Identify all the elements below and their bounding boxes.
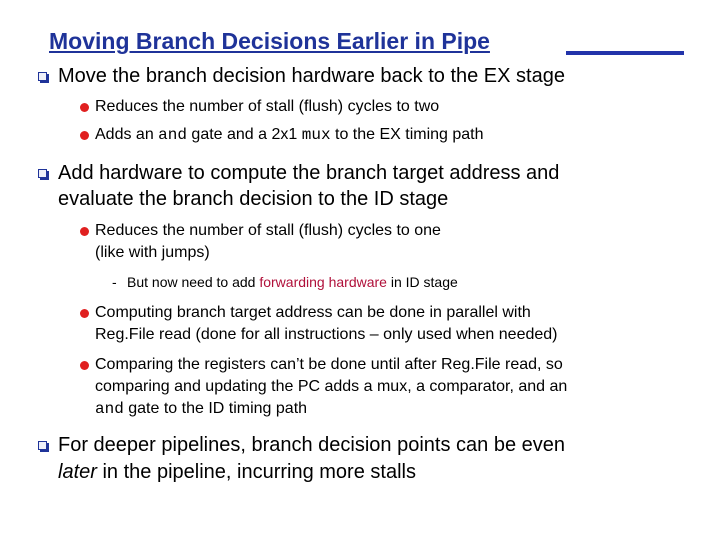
- bullet-2-sub-3-line-3: and gate to the ID timing path: [95, 400, 308, 418]
- title-underline-bar: [566, 51, 684, 55]
- bullet-2-sub-3-line-2: comparing and updating the PC adds a mux, a comparator, and an: [95, 378, 568, 395]
- square-bullet-icon: [38, 169, 47, 178]
- italic-later: later: [58, 461, 97, 483]
- bullet-2-line-1: Add hardware to compute the branch target address and: [58, 162, 560, 184]
- code-and: and: [95, 400, 124, 418]
- bullet-1-sub-1: Reduces the number of stall (flush) cycles to two: [95, 98, 440, 115]
- slide-title: Moving Branch Decisions Earlier in Pipe: [49, 28, 490, 54]
- bullet-2-subsub: But now need to add forwarding hardware in ID stage: [127, 274, 458, 290]
- round-bullet-icon: [80, 309, 89, 318]
- square-bullet-icon: [38, 441, 47, 450]
- bullet-2-sub-3-line-1: Comparing the registers can’t be done until after Reg.File read, so: [95, 356, 563, 373]
- bullet-2-sub-1-line-1: Reduces the number of stall (flush) cycles to one: [95, 222, 441, 239]
- square-bullet-icon: [38, 72, 47, 81]
- dash-bullet: -: [112, 274, 117, 290]
- bullet-3-line-2: later in the pipeline, incurring more stalls: [58, 461, 416, 483]
- round-bullet-icon: [80, 361, 89, 370]
- bullet-1-text: Move the branch decision hardware back to the EX stage: [58, 65, 565, 87]
- code-mux: mux: [301, 126, 331, 144]
- round-bullet-icon: [80, 103, 89, 112]
- bullet-1-sub-2: Adds an and gate and a 2x1 mux to the EX timing path: [95, 126, 484, 144]
- code-and: and: [158, 126, 187, 144]
- highlight-forwarding-hardware: forwarding hardware: [259, 274, 387, 290]
- bullet-2-sub-2-line-1: Computing branch target address can be done in parallel with: [95, 304, 531, 321]
- bullet-3-line-1: For deeper pipelines, branch decision points can be even: [58, 434, 565, 456]
- round-bullet-icon: [80, 227, 89, 236]
- bullet-2-sub-1-line-2: (like with jumps): [95, 244, 210, 261]
- bullet-2-line-2: evaluate the branch decision to the ID stage: [58, 188, 449, 210]
- bullet-2-sub-2-line-2: Reg.File read (done for all instructions – only used when needed): [95, 326, 558, 343]
- round-bullet-icon: [80, 131, 89, 140]
